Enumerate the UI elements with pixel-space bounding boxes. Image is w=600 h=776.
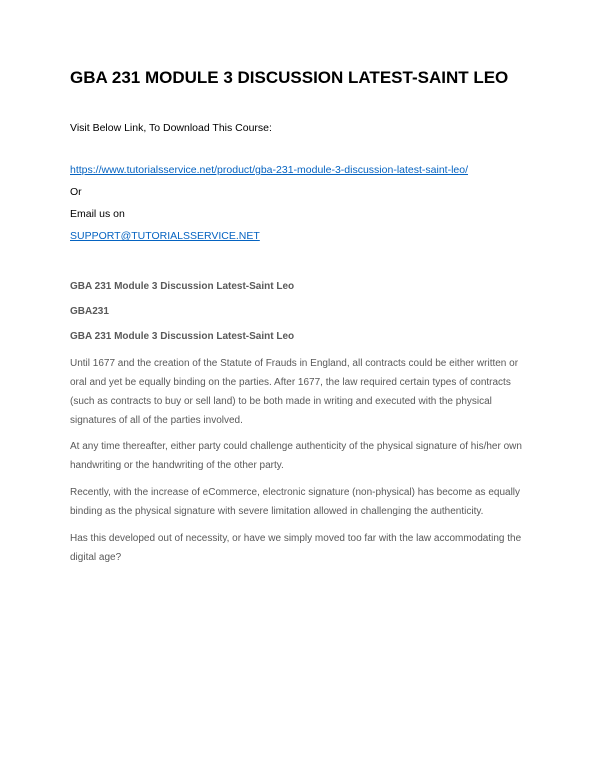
paragraph-3: Recently, with the increase of eCommerce, electronic signature (non-physical) has become as equally binding as the physical signature with severe limitation allowed in challenging the authenticity.: [70, 487, 521, 517]
email-label: Email us on: [70, 208, 125, 220]
email-link[interactable]: SUPPORT@TUTORIALSSERVICE.NET: [70, 230, 260, 242]
course-link[interactable]: https://www.tutorialsservice.net/product/gba-231-module-3-discussion-latest-saint-leo/: [70, 164, 469, 176]
paragraph-2: At any time thereafter, either party could challenge authenticity of the physical signature of his/her own handwriting or the handwriting of the other party.: [70, 441, 522, 471]
paragraph-4: Has this developed out of necessity, or have we simply moved too far with the law accommodating the digital age?: [70, 533, 522, 563]
section-heading: GBA 231 Module 3 Discussion Latest-Saint Leo: [70, 281, 295, 292]
intro-text: Visit Below Link, To Download This Course:: [70, 122, 272, 134]
paragraph-1: Until 1677 and the creation of the Statute of Frauds in England, all contracts could be either written or oral and yet be equally binding on the parties. After 1677, the law required certain types of contracts (such as contracts to buy or sell land) to be both made in writing and executed with the physical signatures of all of the parties involved.: [70, 358, 519, 426]
course-code: GBA231: [70, 306, 109, 317]
page-title: GBA 231 MODULE 3 DISCUSSION LATEST-SAINT LEO: [70, 68, 509, 87]
section-subheading: GBA 231 Module 3 Discussion Latest-Saint Leo: [70, 331, 295, 342]
or-text: Or: [70, 186, 82, 198]
